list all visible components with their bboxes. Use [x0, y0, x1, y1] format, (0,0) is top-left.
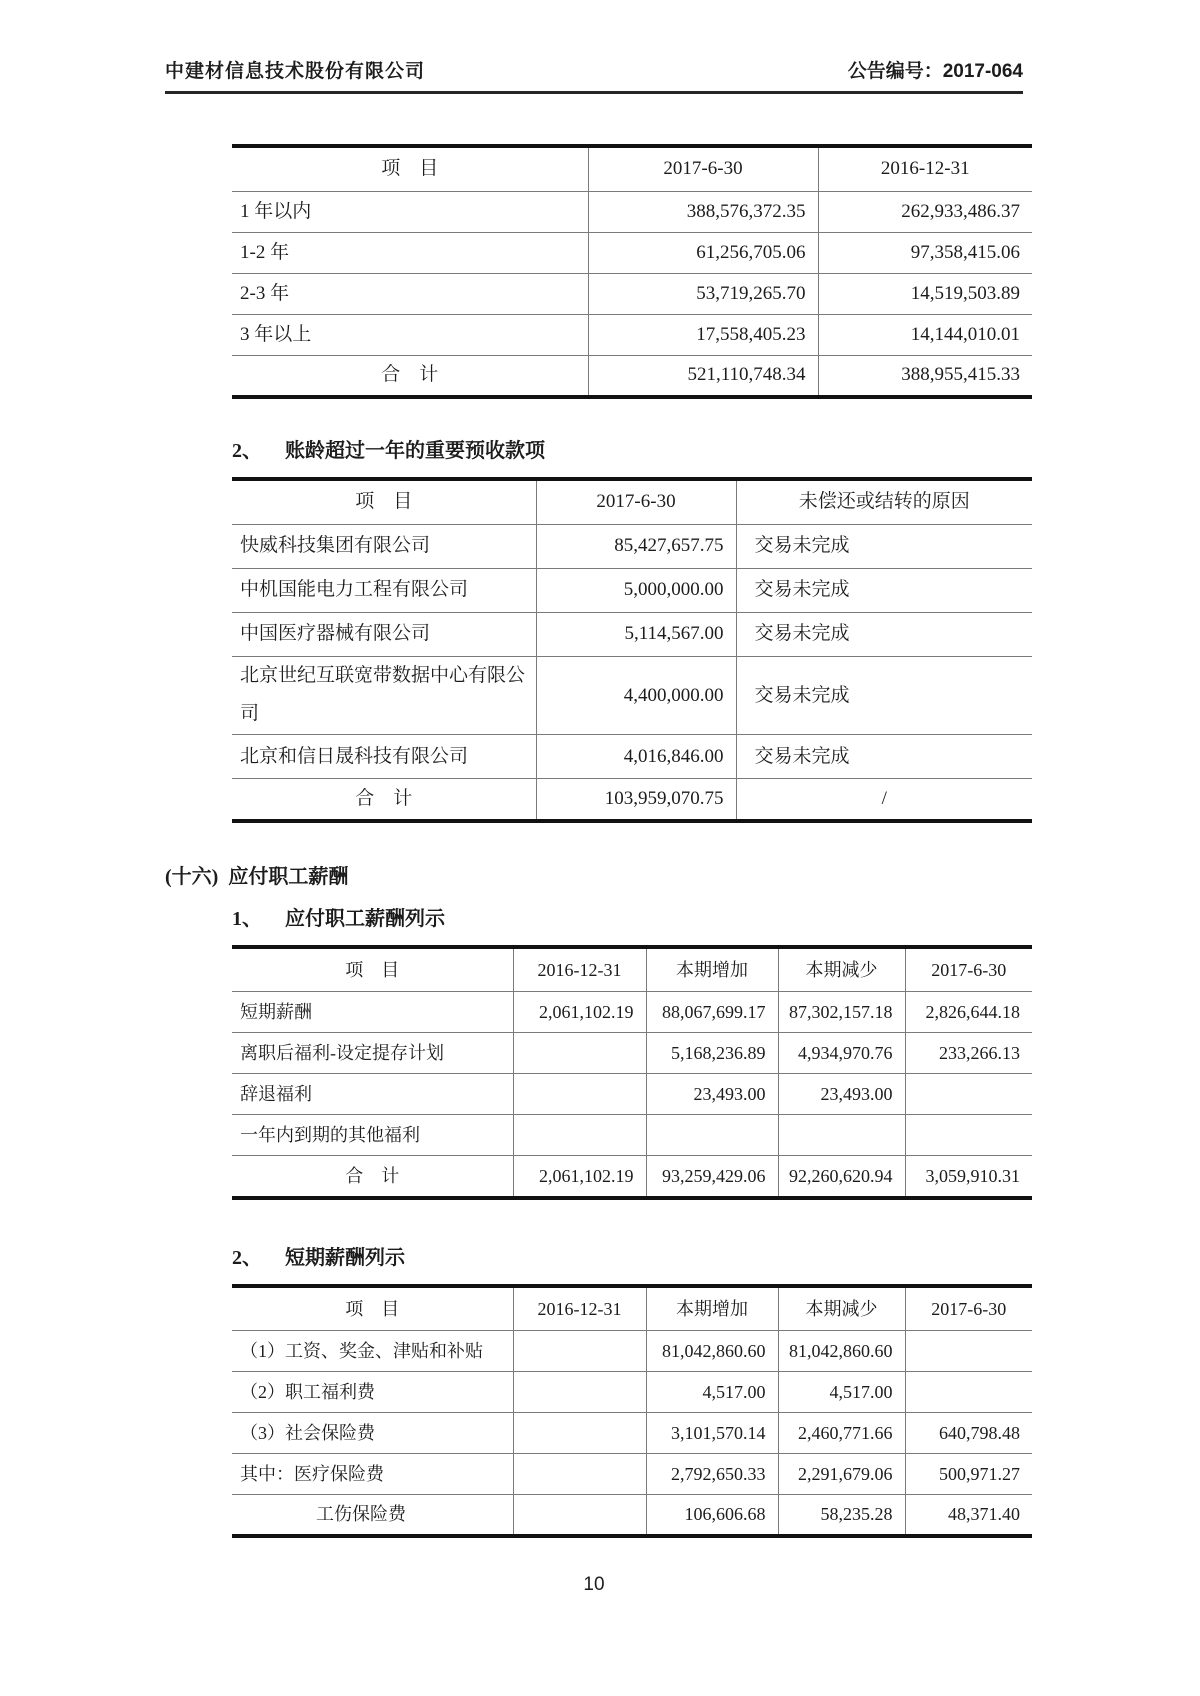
row-value: 23,493.00 [646, 1074, 778, 1115]
row-value [513, 1454, 646, 1495]
row-value [513, 1413, 646, 1454]
row-value [905, 1074, 1032, 1115]
row-reason: 交易未完成 [736, 656, 1032, 735]
row-value: 58,235.28 [778, 1495, 905, 1536]
shortterm-table-header-row [232, 1286, 1032, 1331]
row-value: 85,427,657.75 [536, 524, 736, 568]
row-reason: 交易未完成 [736, 612, 1032, 656]
row-value: 97,358,415.06 [818, 232, 1032, 273]
total-value: 388,955,415.33 [901, 364, 1020, 386]
table-row [232, 524, 1032, 568]
row-value: 4,400,000.00 [536, 656, 736, 735]
payroll-table [232, 945, 1032, 1200]
row-label: （2）职工福利费 [232, 1372, 513, 1413]
row-value: 88,067,699.17 [646, 992, 778, 1033]
row-label: 快威科技集团有限公司 [232, 524, 536, 568]
subsection-number: 1、 [232, 907, 262, 930]
table-row [232, 191, 1032, 232]
row-label: 工伤保险费 [232, 1495, 513, 1536]
table-row [232, 1413, 1032, 1454]
row-value: 4,517.00 [646, 1372, 778, 1413]
total-value: 103,959,070.75 [536, 779, 736, 821]
payroll-header-item: 项 目 [232, 947, 513, 992]
subsection-number: 2、 [232, 1246, 262, 1269]
row-value [646, 1115, 778, 1156]
row-reason: 交易未完成 [736, 524, 1032, 568]
advances-header-item: 项 目 [232, 479, 536, 524]
aging-header-date1: 2017-6-30 [588, 146, 818, 191]
row-value: 4,016,846.00 [536, 735, 736, 779]
row-label: 北京和信日晟科技有限公司 [232, 735, 536, 779]
table-row [232, 1454, 1032, 1495]
payroll-header-increase: 本期增加 [646, 947, 778, 992]
row-value: 23,493.00 [778, 1074, 905, 1115]
row-value: 81,042,860.60 [646, 1331, 778, 1372]
total-value: 3,059,910.31 [925, 1165, 1020, 1186]
row-value: 2,460,771.66 [778, 1413, 905, 1454]
payroll-table-header-row [232, 947, 1032, 992]
row-value [513, 1074, 646, 1115]
row-label: 1 年以内 [232, 191, 588, 232]
row-value: 14,144,010.01 [818, 314, 1032, 355]
payroll-header-decrease: 本期减少 [778, 947, 905, 992]
payroll-header-opening: 2016-12-31 [513, 947, 646, 992]
row-label: 一年内到期的其他福利 [232, 1115, 513, 1156]
row-value: 5,000,000.00 [536, 568, 736, 612]
shortterm-header-closing: 2017-6-30 [905, 1286, 1032, 1331]
row-value [513, 1495, 646, 1536]
row-label: （3）社会保险费 [232, 1413, 513, 1454]
row-value: 2,061,102.19 [513, 992, 646, 1033]
total-label: 合 计 [232, 355, 588, 397]
advances-header-reason: 未偿还或结转的原因 [736, 479, 1032, 524]
shortterm-table [232, 1284, 1032, 1538]
total-row [232, 355, 1032, 397]
row-value: 4,934,970.76 [778, 1033, 905, 1074]
table-row [232, 232, 1032, 273]
aging-table-header-row [232, 146, 1032, 191]
table-row [232, 273, 1032, 314]
row-value: 14,519,503.89 [818, 273, 1032, 314]
subsection-heading-shortterm [232, 1244, 1023, 1272]
total-row [232, 779, 1032, 821]
aging-header-date2: 2016-12-31 [818, 146, 1032, 191]
row-value: 17,558,405.23 [588, 314, 818, 355]
table-row [232, 1495, 1032, 1536]
aging-header-item: 项 目 [232, 146, 588, 191]
subsection-title: 应付职工薪酬列示 [285, 907, 445, 930]
row-value: 106,606.68 [646, 1495, 778, 1536]
shortterm-header-decrease: 本期减少 [778, 1286, 905, 1331]
advances-table [232, 477, 1032, 823]
section-title: 账龄超过一年的重要预收款项 [285, 440, 545, 462]
row-value: 5,168,236.89 [646, 1033, 778, 1074]
table-row [232, 1331, 1032, 1372]
advances-table-header-row [232, 479, 1032, 524]
row-reason: 交易未完成 [736, 568, 1032, 612]
total-value: 521,110,748.34 [588, 355, 818, 397]
section-number: 2、 [232, 440, 262, 462]
total-value: 92,260,620.94 [778, 1156, 905, 1198]
row-value [513, 1033, 646, 1074]
row-value: 2,826,644.18 [905, 992, 1032, 1033]
row-value: 4,517.00 [778, 1372, 905, 1413]
table-row [232, 735, 1032, 779]
total-label: 合 计 [232, 1156, 513, 1198]
total-row [232, 1156, 1032, 1198]
table-row [232, 568, 1032, 612]
row-value: 5,114,567.00 [536, 612, 736, 656]
row-label: 北京世纪互联宽带数据中心有限公司 [232, 656, 536, 735]
section-number: (十六) [165, 865, 219, 888]
row-value: 3,101,570.14 [646, 1413, 778, 1454]
table-row [232, 656, 1032, 735]
shortterm-header-increase: 本期增加 [646, 1286, 778, 1331]
row-label: 其中：医疗保险费 [232, 1454, 513, 1495]
total-value: 2,061,102.19 [513, 1156, 646, 1198]
document-header [165, 56, 1023, 94]
advances-header-date: 2017-6-30 [536, 479, 736, 524]
aging-table [232, 144, 1032, 399]
announcement-number: 公告编号：2017-064 [847, 61, 1023, 82]
row-label: 离职后福利-设定提存计划 [232, 1033, 513, 1074]
shortterm-header-item: 项 目 [232, 1286, 513, 1331]
row-value: 388,576,372.35 [588, 191, 818, 232]
row-value [905, 1372, 1032, 1413]
table-row [232, 1033, 1032, 1074]
payroll-header-closing: 2017-6-30 [905, 947, 1032, 992]
shortterm-header-opening: 2016-12-31 [513, 1286, 646, 1331]
row-value [778, 1115, 905, 1156]
row-value: 500,971.27 [905, 1454, 1032, 1495]
row-value: 2,792,650.33 [646, 1454, 778, 1495]
row-value [513, 1115, 646, 1156]
row-value: 262,933,486.37 [818, 191, 1032, 232]
row-value: 640,798.48 [905, 1413, 1032, 1454]
row-label: 辞退福利 [232, 1074, 513, 1115]
section-title: 应付职工薪酬 [228, 865, 349, 888]
subsection-title: 短期薪酬列示 [285, 1246, 405, 1269]
table-row [232, 314, 1032, 355]
total-label: 合 计 [232, 779, 536, 821]
row-value: 87,302,157.18 [778, 992, 905, 1033]
row-label: （1）工资、奖金、津贴和补贴 [232, 1331, 513, 1372]
row-value: 48,371.40 [948, 1504, 1020, 1525]
row-value [905, 1331, 1032, 1372]
row-label: 1-2 年 [232, 232, 588, 273]
company-name: 中建材信息技术股份有限公司 [165, 61, 426, 82]
row-value: 81,042,860.60 [778, 1331, 905, 1372]
table-row [232, 612, 1032, 656]
row-label: 2-3 年 [232, 273, 588, 314]
subsection-heading-payroll-list [232, 905, 1023, 933]
row-value: 233,266.13 [905, 1033, 1032, 1074]
row-value: 53,719,265.70 [588, 273, 818, 314]
row-label: 3 年以上 [232, 314, 588, 355]
row-value: 61,256,705.06 [588, 232, 818, 273]
page-number: 10 [583, 1573, 605, 1595]
section-heading-payroll [165, 863, 1023, 891]
row-value [905, 1115, 1032, 1156]
section-heading-advances [232, 437, 1023, 465]
row-label: 中机国能电力工程有限公司 [232, 568, 536, 612]
row-reason: 交易未完成 [736, 735, 1032, 779]
row-label: 短期薪酬 [232, 992, 513, 1033]
total-reason: / [881, 788, 887, 810]
row-value [513, 1372, 646, 1413]
table-row [232, 1074, 1032, 1115]
table-row [232, 1115, 1032, 1156]
row-value [513, 1331, 646, 1372]
row-label: 中国医疗器械有限公司 [232, 612, 536, 656]
table-row [232, 992, 1032, 1033]
row-value: 2,291,679.06 [778, 1454, 905, 1495]
total-value: 93,259,429.06 [646, 1156, 778, 1198]
table-row [232, 1372, 1032, 1413]
